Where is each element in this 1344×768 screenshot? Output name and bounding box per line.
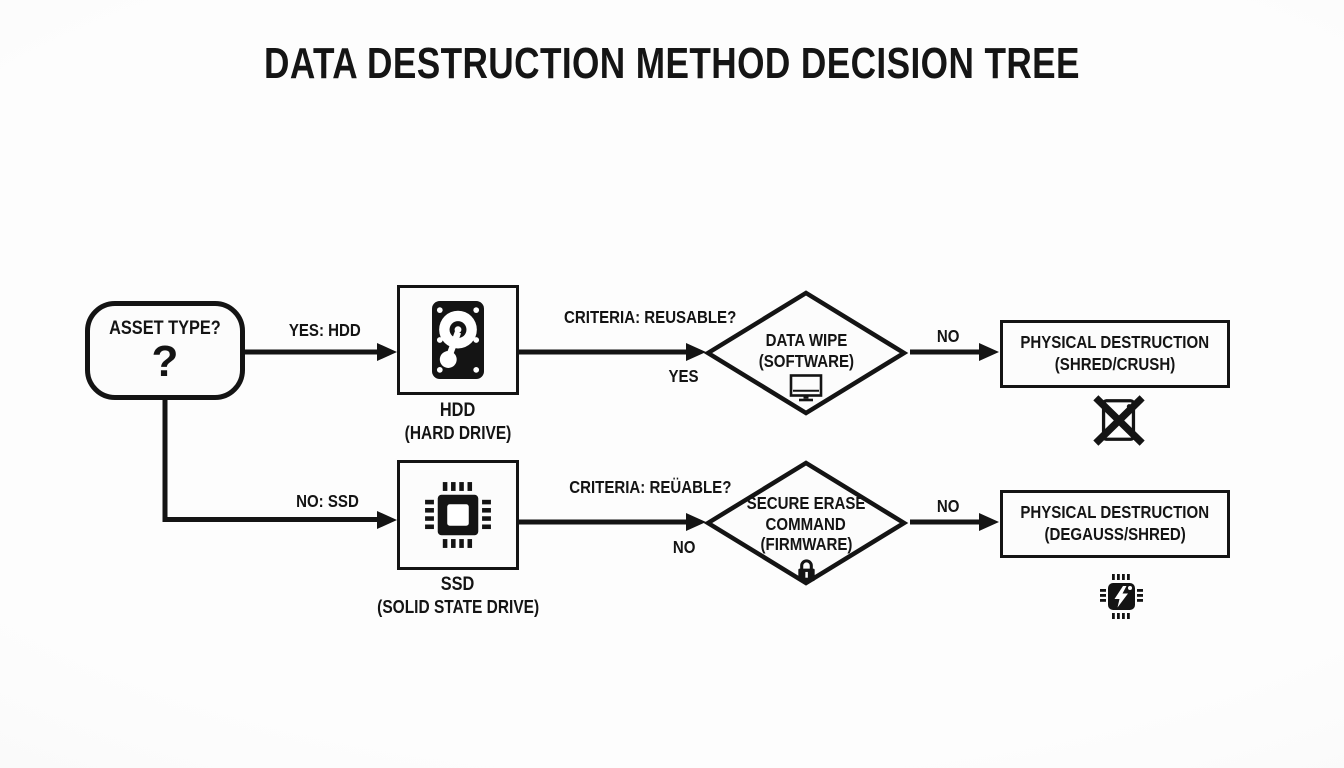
page-title: DATA DESTRUCTION METHOD DECISION TREE	[264, 39, 1080, 88]
ssd-chip-icon	[420, 477, 496, 553]
edge-label-no-under-arrow: NO	[672, 537, 696, 557]
hdd-node	[397, 285, 519, 395]
arrowhead	[979, 513, 999, 531]
edge-label-yes: YES	[668, 366, 700, 386]
secure-erase-diamond: SECURE ERASE COMMAND (FIRMWARE)	[706, 493, 906, 583]
hdd-caption: HDD (HARD DRIVE)	[404, 400, 512, 443]
question-mark-symbol: ?	[151, 337, 179, 387]
edge-label-criteria-reusable: CRITERIA: REUSABLE?	[564, 307, 737, 327]
asset-type-label: ASSET TYPE?	[109, 318, 221, 340]
lock-icon	[794, 558, 819, 583]
edge-label-yes-hdd: YES: HDD	[289, 320, 361, 340]
ssd-node	[397, 460, 519, 570]
data-wipe-diamond: DATA WIPE (SOFTWARE)	[706, 330, 906, 402]
physical-destruction-hdd-node: PHYSICAL DESTRUCTION (SHRED/CRUSH)	[1000, 320, 1230, 388]
arrowhead	[377, 343, 397, 361]
edge-label-no-top: NO	[936, 326, 960, 346]
hdd-icon	[429, 301, 487, 379]
physical-destruction-ssd-node: PHYSICAL DESTRUCTION (DEGAUSS/SHRED)	[1000, 490, 1230, 558]
asset-type-node	[85, 301, 245, 400]
edge-label-criteria-reuable: CRITERIA: REÜABLE?	[569, 477, 732, 497]
monitor-icon	[788, 374, 824, 402]
arrowhead	[686, 513, 706, 531]
ssd-caption: SSD (SOLID STATE DRIVE)	[377, 574, 539, 617]
crossed-drive-icon	[1092, 393, 1146, 447]
edge-label-no-bottom: NO	[936, 496, 960, 516]
chip-lightning-icon	[1095, 570, 1147, 624]
edge-label-no-ssd: NO: SSD	[296, 491, 359, 511]
arrowhead	[377, 511, 397, 529]
arrowhead	[686, 343, 706, 361]
arrowhead	[979, 343, 999, 361]
